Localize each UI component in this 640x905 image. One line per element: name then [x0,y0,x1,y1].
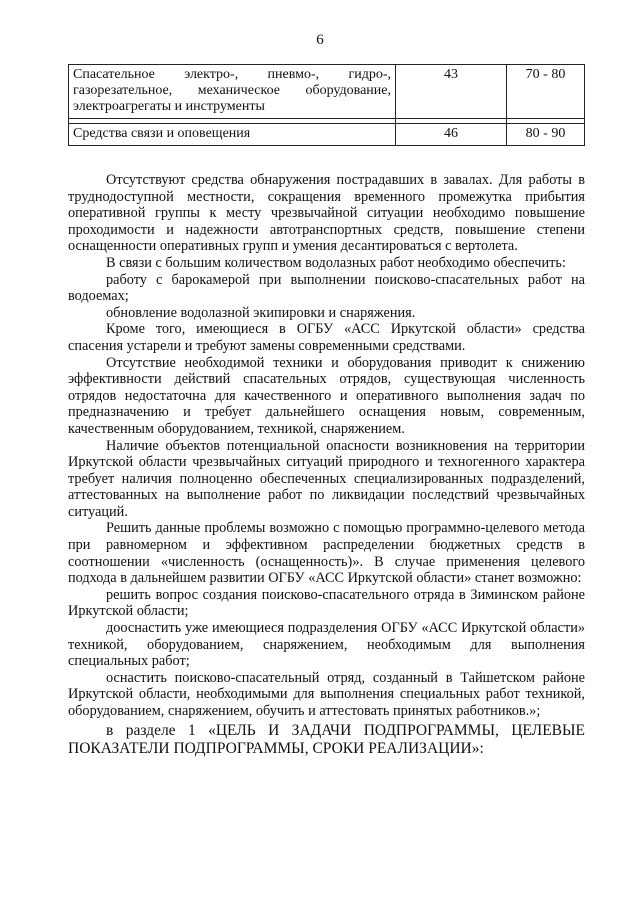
paragraph-pressure-chamber: работу с барокамерой при выполнении поисково-спасательных работ на водоемах; [68,271,585,305]
paragraph-equip-units: дооснастить уже имеющиеся подразделения ОГБУ «АСС Иркутской области» техникой, оборудованием, снаряжением, необходимым для выполнения специальных работ; [68,620,585,670]
paragraph-zima-unit: решить вопрос создания поисково-спасательного отряда в Зиминском районе Иркутской области; [68,586,585,620]
paragraph-taishet-unit: оснастить поисково-спасательный отряд, созданный в Тайшетском районе Иркутской области, необходимыми для выполнения специальных работ техникой, оборудованием, снаряжением, обучить и аттестовать принятых работников.»; [68,669,585,719]
section-heading-paragraph: в разделе 1 «ЦЕЛЬ И ЗАДАЧИ ПОДПРОГРАММЫ, ЦЕЛЕВЫЕ ПОКАЗАТЕЛИ ПОДПРОГРАММЫ, СРОКИ РЕАЛИЗАЦИИ»: [68,721,585,757]
table-cell-range: 80 - 90 [507,124,585,146]
document-body [68,172,585,758]
table-cell-range: 70 - 80 [507,65,585,119]
table-cell-count: 43 [396,65,507,119]
paragraph-hazard-objects: Наличие объектов потенциальной опасности возникновения на территории Иркутской области чрезвычайных ситуаций природного и техногенного характера требует наличия полноценно обеспеченных специализированных подразделений, аттестованных на выполнение работ по ликвидации последствий чрезвычайных ситуаций. [68,437,585,520]
equipment-table [68,64,585,146]
paragraph-outdated-means: Кроме того, имеющиеся в ОГБУ «АСС Иркутской области» средства спасения устарели и требуют замены современными средствами. [68,321,585,354]
table-cell-name: Средства связи и оповещения [69,124,396,146]
table-cell-count: 46 [396,124,507,146]
paragraph-program-method: Решить данные проблемы возможно с помощью программно-целевого метода при равномерном и эффективном распределении бюджетных средств в соотношении «численность (оснащенность)». В случае применения целевого подхода в дальнейшем развитии ОГБУ «АСС Иркутской области» станет возможно: [68,520,585,587]
paragraph-diving-works: В связи с большим количеством водолазных работ необходимо обеспечить: [106,254,566,271]
paragraph-diving-equipment: обновление водолазной экипировки и снаряжения. [106,304,416,321]
table-row [69,124,585,146]
paragraph-lack-of-equipment: Отсутствие необходимой техники и оборудования приводит к снижению эффективности действий спасательных отрядов, существующая численность отрядов недостаточна для качественного и оперативного выполнения задач по предназначению и требует дальнейшего оснащения новым, современным, качественным оборудованием, техникой, снаряжением. [68,354,585,437]
table-row [69,65,585,119]
page-number: 6 [316,32,324,48]
table-cell-name: Спасательное электро-, пневмо-, гидро-, газорезательное, механическое оборудование, электроагрегаты и инструменты [69,65,396,119]
paragraph-no-detection-means: Отсутствуют средства обнаружения пострадавших в завалах. Для работы в труднодоступной местности, сокращения временного промежутка прибытия оперативной группы к месту чрезвычайной ситуации необходимо повышение проходимости и надежности автотранспортных средств, повышение степени оснащенности оперативных групп и умения десантироваться с вертолета. [68,172,585,255]
